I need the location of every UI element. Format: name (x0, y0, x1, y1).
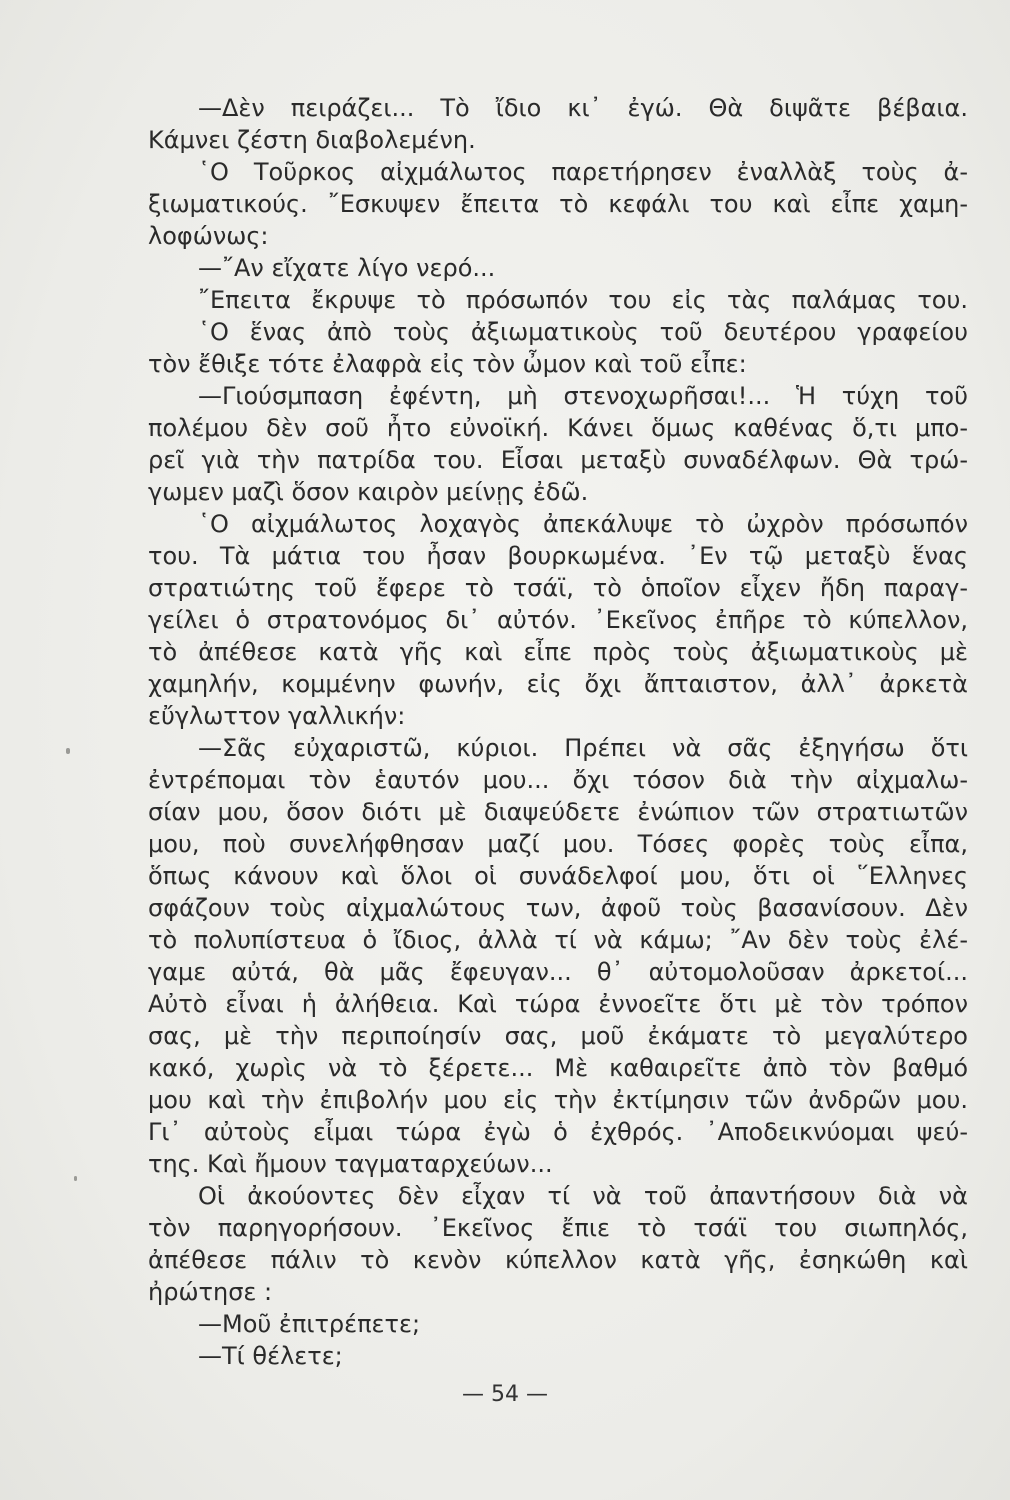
text-line: Οἱ ἀκούοντες δὲν εἶχαν τί νὰ τοῦ ἀπαντήσουν διὰ νὰ (198, 1182, 968, 1210)
paper-speck (66, 748, 70, 754)
paper-speck (74, 1176, 77, 1181)
text-line: κακό, χωρὶς νὰ τὸ ξέρετε... Μὲ καθαιρεῖτε ἀπὸ τὸν βαθμό (148, 1054, 968, 1082)
text-line: γείλει ὁ στρατονόμος δι᾿ αὐτόν. ᾿Εκεῖνος ἐπῆρε τὸ κύπελλον, (148, 606, 968, 634)
page-number: — 54 — (462, 1382, 548, 1407)
text-line: ρεῖ γιὰ τὴν πατρίδα του. Εἶσαι μεταξὺ συναδέλφων. Θὰ τρώ- (148, 446, 968, 474)
text-line: σας, μὲ τὴν περιποίησίν σας, μοῦ ἐκάματε τὸ μεγαλύτερο (148, 1022, 968, 1050)
text-line: τὸ πολυπίστευα ὁ ἴδιος, ἀλλὰ τί νὰ κάμω; ῎Αν δὲν τοὺς ἐλέ- (148, 926, 968, 954)
text-line: —῎Αν εἴχατε λίγο νερό... (198, 254, 496, 282)
text-line: τὸ ἀπέθεσε κατὰ γῆς καὶ εἶπε πρὸς τοὺς ἀξιωματικοὺς μὲ (148, 638, 968, 666)
text-line: ῾Ο Τοῦρκος αἰχμάλωτος παρετήρησεν ἐναλλὰξ τοὺς ἀ- (198, 158, 968, 186)
text-line: —Μοῦ ἐπιτρέπετε; (198, 1310, 421, 1338)
text-line: —Γιούσμπαση ἐφέντη, μὴ στενοχωρῆσαι!... Ἡ τύχη τοῦ (198, 382, 968, 410)
text-line: στρατιώτης τοῦ ἔφερε τὸ τσάϊ, τὸ ὁποῖον εἶχεν ἤδη παραγ- (148, 574, 968, 602)
text-line: σίαν μου, ὅσον διότι μὲ διαψεύδετε ἐνώπιον τῶν στρατιωτῶν (148, 798, 968, 826)
text-line: ἠρώτησε : (148, 1278, 273, 1306)
text-line: ἀπέθεσε πάλιν τὸ κενὸν κύπελλον κατὰ γῆς, ἐσηκώθη καὶ (148, 1246, 968, 1274)
text-line: ὅπως κάνουν καὶ ὅλοι οἱ συνάδελφοί μου, ὅτι οἱ ῞Ελληνες (148, 862, 968, 890)
text-line: ῾Ο αἰχμάλωτος λοχαγὸς ἀπεκάλυψε τὸ ὠχρὸν πρόσωπόν (198, 510, 968, 538)
text-line: χαμηλήν, κομμένην φωνήν, εἰς ὄχι ἄπταιστον, ἀλλ᾿ ἀρκετὰ (148, 670, 968, 698)
text-line: μου καὶ τὴν ἐπιβολήν μου εἰς τὴν ἐκτίμησιν τῶν ἀνδρῶν μου. (148, 1086, 968, 1114)
body-text (148, 92, 968, 1372)
text-line: γωμεν μαζὶ ὅσον καιρὸν μείνῃς ἐδῶ. (148, 478, 589, 506)
text-line: —Τί θέλετε; (198, 1342, 343, 1370)
text-line: πολέμου δὲν σοῦ ἦτο εὐνοϊκή. Κάνει ὅμως καθένας ὅ,τι μπο- (148, 414, 968, 442)
text-line: τὸν ἔθιξε τότε ἐλαφρὰ εἰς τὸν ὦμον καὶ τοῦ εἶπε: (148, 350, 747, 378)
text-line: γαμε αὐτά, θὰ μᾶς ἔφευγαν... θ᾿ αὐτομολοῦσαν ἀρκετοί... (148, 958, 968, 986)
text-line: ῎Επειτα ἔκρυψε τὸ πρόσωπόν του εἰς τὰς παλάμας του. (198, 286, 968, 314)
text-line: ἐντρέπομαι τὸν ἑαυτόν μου... ὄχι τόσον διὰ τὴν αἰχμαλω- (148, 766, 968, 794)
text-line: Κάμνει ζέστη διαβολεμένη. (148, 126, 476, 154)
text-line: του. Τὰ μάτια του ἦσαν βουρκωμένα. ᾿Εν τῷ μεταξὺ ἕνας (148, 542, 968, 570)
text-line: εὔγλωττον γαλλικήν: (148, 702, 406, 730)
text-line: ξιωματικούς. ῎Εσκυψεν ἔπειτα τὸ κεφάλι του καὶ εἶπε χαμη- (148, 190, 968, 218)
text-line: —Σᾶς εὐχαριστῶ, κύριοι. Πρέπει νὰ σᾶς ἐξηγήσω ὅτι (198, 734, 968, 762)
text-line: ῾Ο ἕνας ἀπὸ τοὺς ἀξιωματικοὺς τοῦ δευτέρου γραφείου (198, 318, 968, 346)
text-line: της. Καὶ ἤμουν ταγματαρχεύων... (148, 1150, 553, 1178)
text-line: Γι᾿ αὐτοὺς εἶμαι τώρα ἐγὼ ὁ ἐχθρός. ᾿Αποδεικνύομαι ψεύ- (148, 1118, 968, 1146)
text-line: τὸν παρηγορήσουν. ᾿Εκεῖνος ἔπιε τὸ τσάϊ του σιωπηλός, (148, 1214, 968, 1242)
text-line: λοφώνως: (148, 222, 269, 250)
text-line: —Δὲν πειράζει... Τὸ ἴδιο κι᾿ ἐγώ. Θὰ διψᾶτε βέβαια. (198, 94, 968, 122)
text-line: Αὐτὸ εἶναι ἡ ἀλήθεια. Καὶ τώρα ἐννοεῖτε ὅτι μὲ τὸν τρόπον (148, 990, 968, 1018)
text-line: μου, ποὺ συνελήφθησαν μαζί μου. Τόσες φορὲς τοὺς εἶπα, (148, 830, 968, 858)
text-line: σφάζουν τοὺς αἰχμαλώτους των, ἀφοῦ τοὺς βασανίσουν. Δὲν (148, 894, 968, 922)
